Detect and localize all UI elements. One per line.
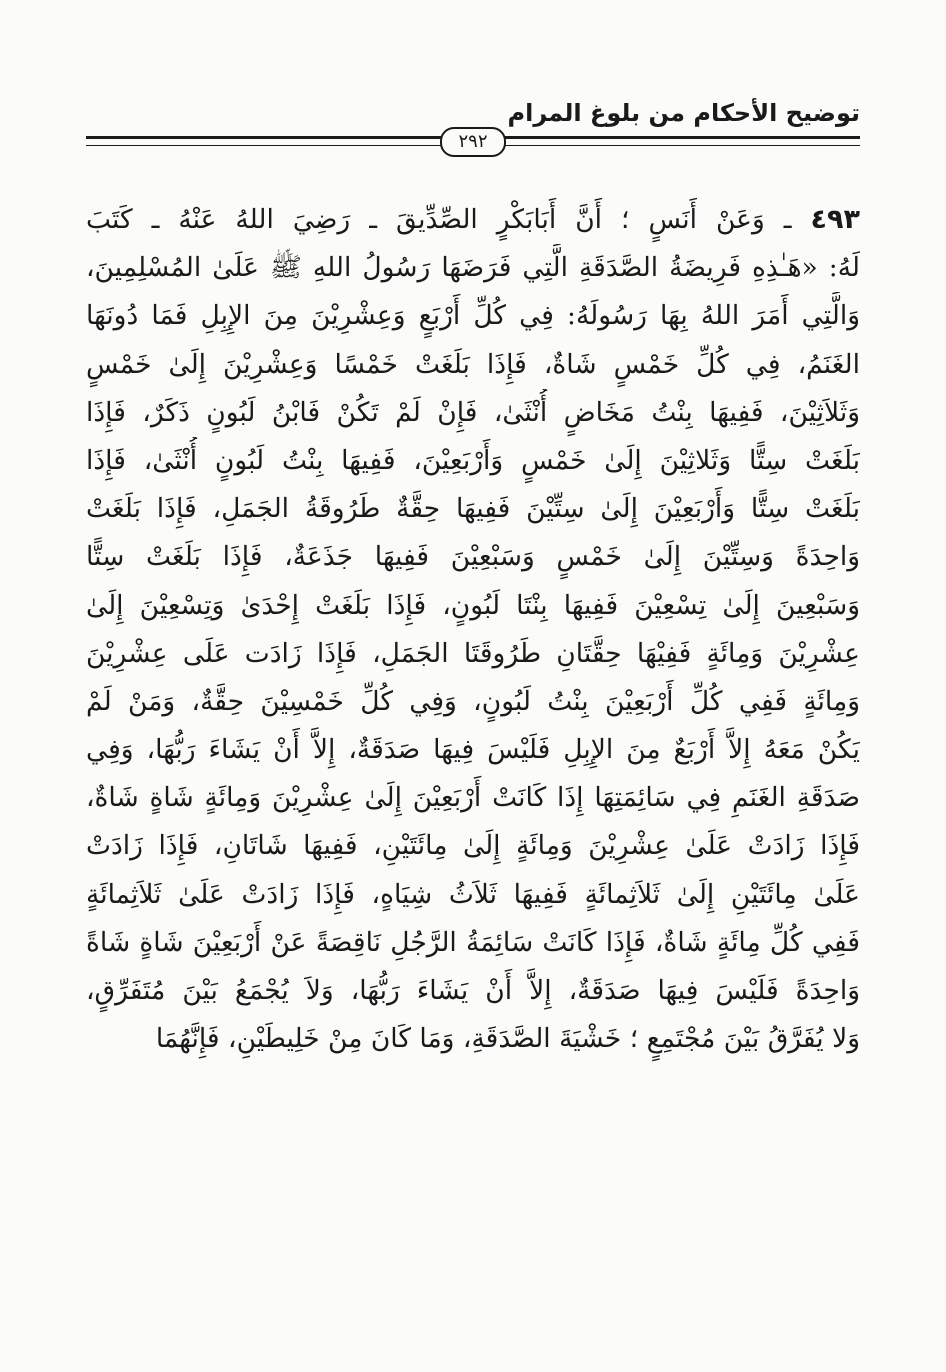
text-line-13: صَدَقَةِ الغَنَمِ فِي سَائِمَتِهَا إِذَا كَانَتْ أَرْبَعِيْنَ إِلَىٰ عِشْرِيْنَ وَمِائَةٍ شَاةٍ شَاةٌ، — [86, 782, 860, 814]
page-header — [86, 96, 860, 162]
text-line-1 — [86, 196, 860, 244]
text-line-6: بَلَغَتْ سِتًّا وَثَلاثِيْنَ إِلَىٰ خَمْسٍ وَأَرْبَعِيْنَ، فَفِيهَا بِنْتُ لَبُونٍ أُنْثَىٰ، فَإِذَا — [86, 444, 860, 476]
hadith-number: ٤٩٣ — [810, 204, 860, 235]
running-title: توضيح الأحكام من بلوغ المرام — [507, 99, 860, 127]
page-number: ٢٩٢ — [440, 127, 506, 157]
text-line-2: لَهُ: «هَـٰذِهِ فَرِيضَةُ الصَّدَقَةِ الَّتِي فَرَضَهَا رَسُولُ اللهِ ﷺ عَلَىٰ المُسْلِمِينَ، — [86, 252, 860, 284]
text-line-12: يَكُنْ مَعَهُ إِلاَّ أَرْبَعٌ مِنَ الإِبِلِ فَلَيْسَ فِيهَا صَدَقَةٌ، إِلاَّ أَنْ يَشَاءَ رَبُّهَا، وَفِي — [86, 734, 860, 766]
text-line-5: وَثَلاَثِيْنَ، فَفِيهَا بِنْتُ مَخَاضٍ أُنْثَىٰ، فَإِنْ لَمْ تَكُنْ فَابْنُ لَبُونٍ ذَكَرٌ، فَإِذَا — [86, 396, 860, 428]
text-line-14: فَإِذَا زَادَتْ عَلَىٰ عِشْرِيْنَ وَمِائَةٍ إِلَىٰ مِائَتَيْنِ، فَفِيهَا شَاتَانِ، فَإِذَا زَادَتْ — [86, 830, 860, 862]
text-line-8: وَاحِدَةً وَسِتِّيْنَ إِلَىٰ خَمْسٍ وَسَبْعِيْنَ فَفِيهَا جَذَعَةٌ، فَإِذَا بَلَغَتْ سِتًّا — [86, 541, 860, 573]
text-line-7: بَلَغَتْ سِتًّا وَأَرْبَعِيْنَ إِلَىٰ سِتِّيْنَ فَفِيهَا حِقَّةٌ طَرُوقَةُ الجَمَلِ، فَإِذَا بَلَغَتْ — [86, 493, 860, 525]
text-line-18: وَلا يُفَرَّقُ بَيْنَ مُجْتَمِعٍ ؛ خَشْيَةَ الصَّدَقَةِ، وَمَا كَانَ مِنْ خَلِيطَيْنِ، فَإِنَّهُمَا — [155, 1023, 860, 1055]
text-line-9: وَسَبْعِينَ إِلَىٰ تِسْعِيْنَ فَفِيهَا بِنْتَا لَبُونٍ، فَإِذَا بَلَغَتْ إِحْدَىٰ وَتِسْعِيْنَ إِلَىٰ — [86, 589, 860, 621]
hadith-text — [86, 196, 860, 1063]
text-line-17: وَاحِدَةً فَلَيْسَ فِيهَا صَدَقَةٌ، إِلاَّ أَنْ يَشَاءَ رَبُّهَا، وَلاَ يُجْمَعُ بَيْنَ مُتَفَرِّقٍ، — [86, 975, 860, 1006]
text-line-3: وَالَّتِي أَمَرَ اللهُ بِهَا رَسُولَهُ: فِي كُلِّ أَرْبَعٍ وَعِشْرِيْنَ مِنَ الإِبِلِ فَمَا دُونَهَا — [86, 300, 860, 332]
text-line-16: فَفِي كُلِّ مِائَةٍ شَاةٌ، فَإِذَا كَانَتْ سَائِمَةُ الرَّجُلِ نَاقِصَةً عَنْ أَرْبَعِيْنَ شَاةٍ شَاةً — [86, 926, 860, 958]
text-line-4: الغَنَمُ، فِي كُلِّ خَمْسٍ شَاةٌ، فَإِذَا بَلَغَتْ خَمْسًا وَعِشْرِيْنَ إِلَىٰ خَمْسٍ — [86, 348, 860, 380]
text-line-1-content: ـ وَعَنْ أَنَسٍ ؛ أَنَّ أَبَابَكْرٍ الصِّدِّيقَ ـ رَضِيَ اللهُ عَنْهُ ـ كَتَبَ — [86, 204, 792, 235]
text-line-15: عَلَىٰ مِائَتَيْنِ إِلَىٰ ثَلاَثِمائَةٍ فَفِيهَا ثَلاَثُ شِيَاهٍ، فَإِذَا زَادَتْ عَلَىٰ ثَلاَثِمائَةٍ — [86, 878, 860, 910]
text-line-10: عِشْرِيْنَ وَمِائَةٍ فَفِيْهَا حِقَّتَانِ طَرُوقَتَا الجَمَلِ، فَإِذَا زَادَت عَلَى عِشْرِيْنَ — [86, 637, 860, 669]
text-line-11: وَمِائَةٍ فَفِي كُلِّ أَرْبَعِيْنَ بِنْتُ لَبُونٍ، وَفِي كُلِّ خَمْسِيْنَ حِقَّةٌ، وَمَنْ لَمْ — [86, 685, 860, 717]
